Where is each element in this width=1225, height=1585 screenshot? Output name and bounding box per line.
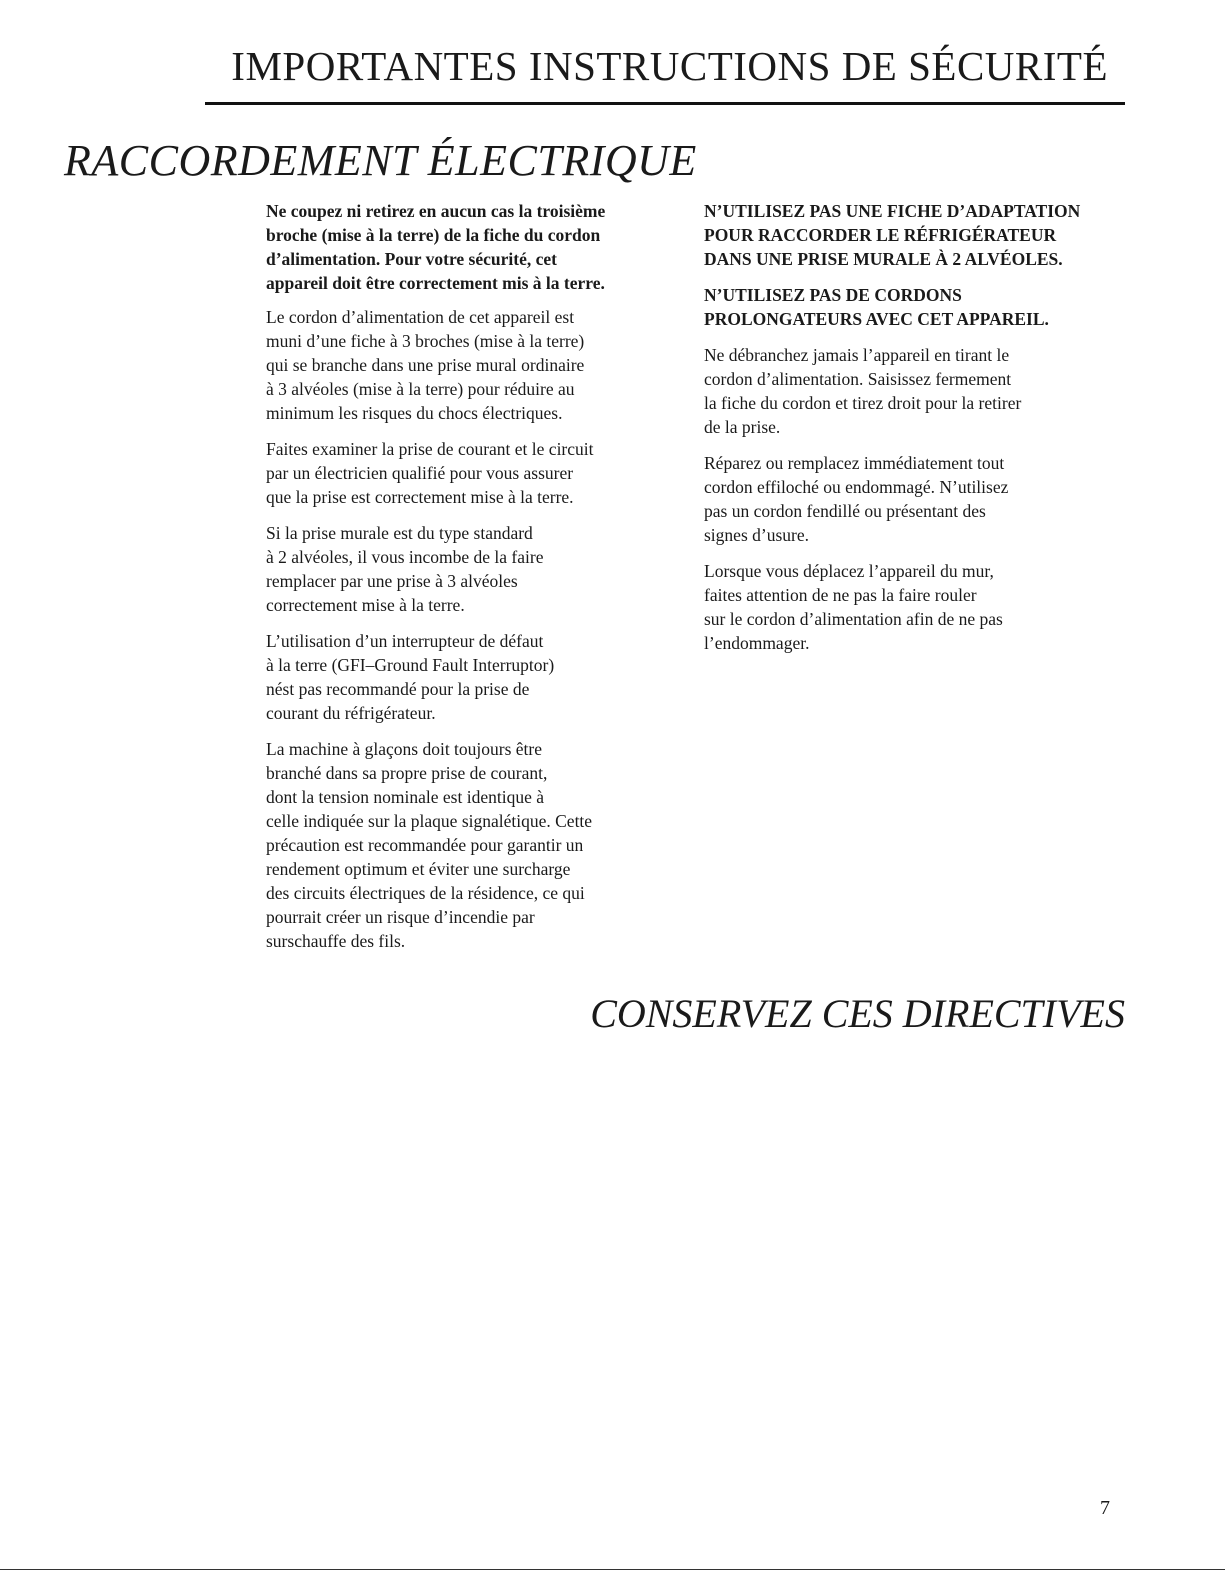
text-line: Faites examiner la prise de courant et le circuit (266, 439, 594, 459)
text-line: sur le cordon d’alimentation afin de ne pas (704, 609, 1003, 629)
standard-outlet-paragraph (266, 521, 686, 617)
page-number: 7 (1100, 1497, 1110, 1519)
power-cord-paragraph (266, 305, 686, 425)
text-line: POUR RACCORDER LE RÉFRIGÉRATEUR (704, 225, 1057, 245)
inspection-paragraph (266, 437, 686, 509)
text-line: l’endommager. (704, 633, 810, 653)
text-line: précaution est recommandée pour garantir un (266, 835, 584, 855)
text-line: celle indiquée sur la plaque signalétique. Cette (266, 811, 593, 831)
text-line: remplacer par une prise à 3 alvéoles (266, 571, 518, 591)
text-line: des circuits électriques de la résidence, ce qui (266, 883, 585, 903)
repair-cord-paragraph (704, 451, 1124, 547)
text-line: à la terre (GFI–Ground Fault Interruptor) (266, 655, 555, 675)
text-line: PROLONGATEURS AVEC CET APPAREIL. (704, 309, 1049, 329)
text-line: Ne coupez ni retirez en aucun cas la troisième (266, 201, 606, 221)
unplugging-paragraph (704, 343, 1124, 439)
grounding-warning (266, 199, 686, 295)
text-line: à 2 alvéoles, il vous incombe de la faire (266, 547, 544, 567)
text-line: cordon d’alimentation. Saisissez fermement (704, 369, 1012, 389)
text-line: à 3 alvéoles (mise à la terre) pour réduire au (266, 379, 575, 399)
text-line: broche (mise à la terre) de la fiche du cordon (266, 225, 601, 245)
text-line: de la prise. (704, 417, 781, 437)
section-title: RACCORDEMENT ÉLECTRIQUE (64, 136, 697, 185)
text-line: courant du réfrigérateur. (266, 703, 436, 723)
text-line: la fiche du cordon et tirez droit pour la retirer (704, 393, 1022, 413)
text-line: surschauffe des fils. (266, 931, 406, 951)
text-line: dont la tension nominale est identique à (266, 787, 544, 807)
text-line: par un électricien qualifié pour vous assurer (266, 463, 574, 483)
text-line: cordon effiloché ou endommagé. N’utilisez (704, 477, 1009, 497)
page-header-title: IMPORTANTES INSTRUCTIONS DE SÉCURITÉ (231, 43, 1108, 89)
ice-machine-paragraph (266, 737, 686, 953)
moving-appliance-paragraph (704, 559, 1124, 655)
text-line: DANS UNE PRISE MURALE À 2 ALVÉOLES. (704, 249, 1063, 269)
text-line: muni d’une fiche à 3 broches (mise à la terre) (266, 331, 585, 351)
header-rule (205, 102, 1125, 105)
text-line: N’UTILISEZ PAS DE CORDONS (704, 285, 962, 305)
text-line: faites attention de ne pas la faire rouler (704, 585, 977, 605)
text-line: branché dans sa propre prise de courant, (266, 763, 548, 783)
text-line: qui se branche dans une prise mural ordinaire (266, 355, 585, 375)
text-line: rendement optimum et éviter une surcharge (266, 859, 571, 879)
text-line: Ne débranchez jamais l’appareil en tirant le (704, 345, 1010, 365)
extension-cord-warning (704, 283, 1124, 331)
text-line: pas un cordon fendillé ou présentant des (704, 501, 986, 521)
text-line: pourrait créer un risque d’incendie par (266, 907, 535, 927)
text-line: minimum les risques du chocs électriques. (266, 403, 563, 423)
text-line: nést pas recommandé pour la prise de (266, 679, 530, 699)
text-line: appareil doit être correctement mis à la terre. (266, 273, 605, 293)
right-column (704, 199, 1124, 667)
text-line: Si la prise murale est du type standard (266, 523, 533, 543)
closing-heading: CONSERVEZ CES DIRECTIVES (590, 991, 1125, 1036)
text-line: Réparez ou remplacez immédiatement tout (704, 453, 1005, 473)
bottom-rule (0, 1569, 1225, 1570)
text-line: Le cordon d’alimentation de cet appareil est (266, 307, 575, 327)
text-line: L’utilisation d’un interrupteur de défaut (266, 631, 544, 651)
text-line: que la prise est correctement mise à la terre. (266, 487, 574, 507)
text-line: signes d’usure. (704, 525, 809, 545)
text-line: Lorsque vous déplacez l’appareil du mur, (704, 561, 994, 581)
text-line: d’alimentation. Pour votre sécurité, cet (266, 249, 557, 269)
adapter-warning (704, 199, 1124, 271)
text-line: La machine à glaçons doit toujours être (266, 739, 543, 759)
text-line: correctement mise à la terre. (266, 595, 465, 615)
left-column (266, 199, 686, 965)
text-line: N’UTILISEZ PAS UNE FICHE D’ADAPTATION (704, 201, 1081, 221)
gfi-paragraph (266, 629, 686, 725)
